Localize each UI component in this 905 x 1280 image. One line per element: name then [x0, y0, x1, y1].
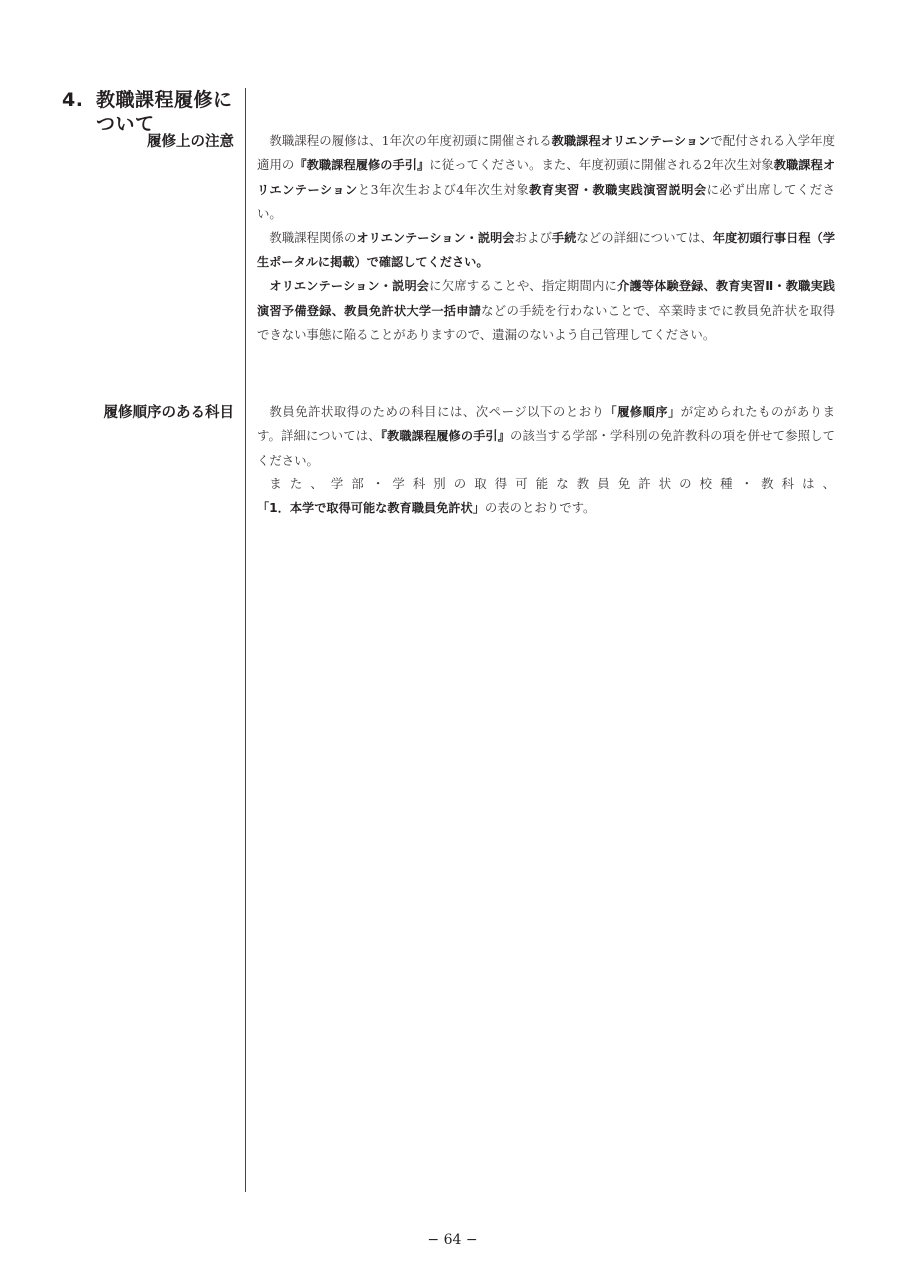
- emphasis-text: 教職課程オリエンテーション: [257, 158, 836, 197]
- subsection-body-sequence: [257, 400, 835, 520]
- paragraph: [257, 400, 835, 472]
- body-text: 教職課程関係の: [269, 229, 357, 245]
- body-text: 教員免許状取得のための科目には、次ページ以下のとおり: [269, 404, 605, 419]
- emphasis-text: オリエンテーション・説明会: [356, 230, 515, 245]
- emphasis-text: 手続: [551, 230, 577, 245]
- body-text: などの手続を行わないことで、卒業時までに教員免許状を取得できない事態に陥ることがありますので、遺漏のないよう自己管理してください。: [257, 302, 835, 343]
- body-text: また、学部・学科別の取得可能な教員免許状の校種・教科は、: [269, 476, 835, 492]
- body-text: 教職課程の履修は、1年次の年度初頭に開催される: [269, 133, 552, 148]
- body-text: に欠席することや、指定期間内に: [429, 278, 618, 294]
- body-text: の表のとおりです。: [484, 499, 596, 515]
- body-text: で配付される入学年度適用の: [257, 133, 835, 173]
- paragraph: [257, 226, 835, 275]
- emphasis-text: 「履修順序」: [604, 405, 681, 419]
- body-text: と3年次生および4年次生対象: [357, 181, 530, 197]
- body-text: に必ず出席してください。: [257, 181, 835, 222]
- section-title: [62, 88, 242, 136]
- emphasis-text: 年度初頭行事日程（学生ポータルに掲載）で確認してください。: [257, 230, 836, 270]
- emphasis-text: オリエンテーション・説明会: [269, 279, 430, 294]
- body-text: の該当する学部・学科別の免許教科の項を併せて参照してください。: [257, 428, 836, 468]
- page-number: − 64 −: [427, 1232, 478, 1248]
- subsection-heading-notes: 履修上の注意: [147, 134, 234, 150]
- paragraph: [257, 129, 835, 226]
- vertical-divider: [245, 88, 246, 1192]
- emphasis-text: 「1．本学で取得可能な教育職員免許状」: [257, 500, 485, 515]
- body-text: および: [514, 229, 552, 245]
- section-title-line1: 教職課程履修に: [96, 89, 233, 111]
- emphasis-text: 教職課程オリエンテーション: [551, 134, 711, 148]
- emphasis-text: 『教職課程履修の手引』: [294, 158, 430, 173]
- section-title-line2: ついて: [96, 113, 155, 135]
- emphasis-text: 介護等体験登録、教育実習Ⅱ・教職実践演習予備登録、教員免許状大学一括申請: [257, 279, 835, 318]
- subsection-body-notes: [257, 129, 835, 347]
- section-number: 4.: [62, 89, 84, 111]
- subsection-heading-sequence: 履修順序のある科目: [103, 405, 234, 421]
- paragraph: [257, 274, 835, 346]
- body-text: が定められたものがあります。詳細については、: [257, 404, 836, 444]
- body-text: に従ってください。また、年度初頭に開催される2年次生対象: [429, 157, 774, 173]
- body-text: などの詳細については、: [576, 229, 713, 245]
- paragraph: [257, 472, 835, 520]
- emphasis-text: 『教職課程履修の手引』: [380, 429, 511, 444]
- emphasis-text: 教育実習・教職実践演習説明会: [529, 182, 707, 197]
